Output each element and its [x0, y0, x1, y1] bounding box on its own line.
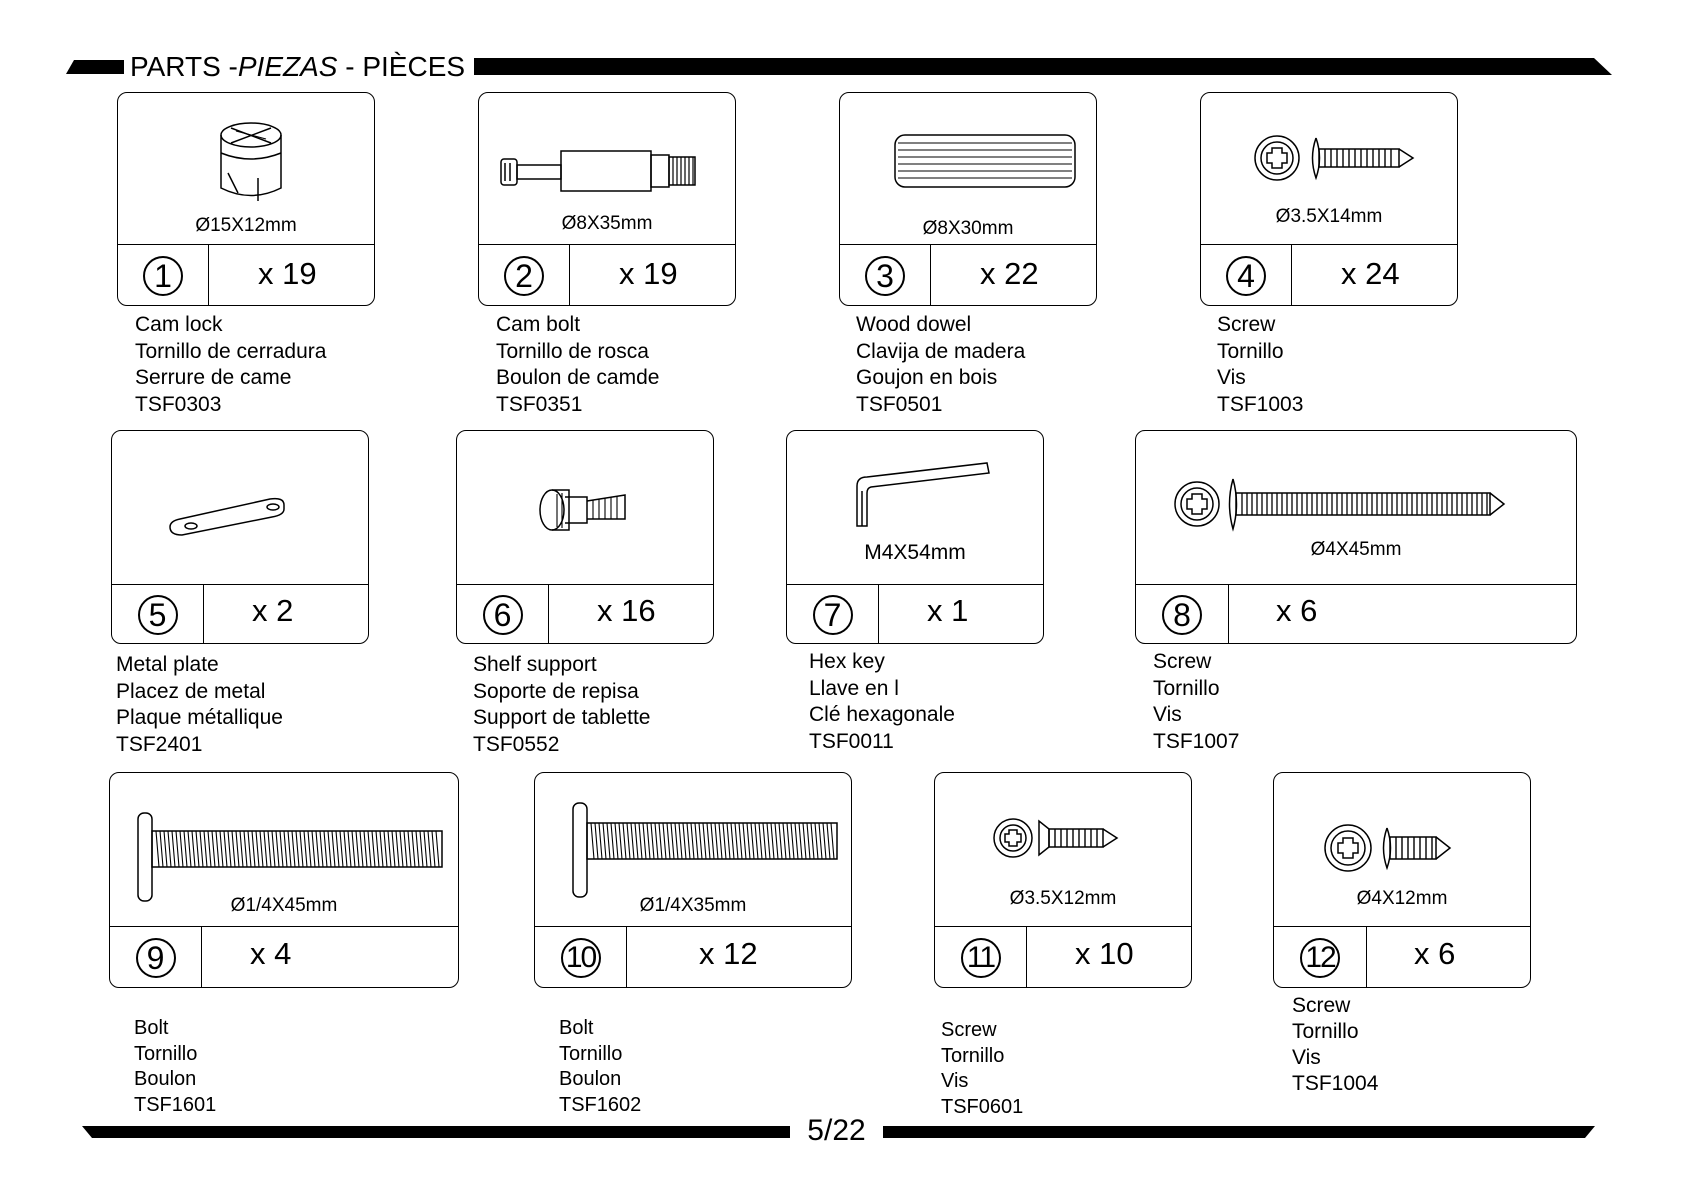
- part-number-badge: 10: [535, 926, 626, 988]
- part-description-10: Bolt Tornillo Boulon TSF1602: [559, 1017, 642, 1116]
- part-description-7: Hex key Llave en l Clé hexagonale TSF0011: [809, 650, 955, 753]
- part-quantity: x 4: [250, 935, 292, 971]
- header-bar-right: [474, 58, 1612, 75]
- part-dimension: M4X54mm: [864, 541, 966, 564]
- part-quantity: x 19: [258, 255, 317, 291]
- part-number-badge: 11: [935, 926, 1026, 988]
- part-card-8: [1135, 430, 1577, 644]
- part-quantity: x 16: [597, 592, 656, 628]
- part-description-8: Screw Tornillo Vis TSF1007: [1153, 650, 1240, 753]
- part-dimension: Ø1/4X45mm: [230, 895, 338, 916]
- part-number-badge: 1: [118, 244, 208, 306]
- part-card-12: [1273, 772, 1531, 988]
- part-dimension: Ø4X45mm: [1310, 539, 1402, 560]
- part-number-badge: 2: [479, 244, 569, 306]
- footer-bar-left: [82, 1126, 790, 1138]
- part-quantity: x 1: [927, 592, 969, 628]
- part-description-4: Screw Tornillo Vis TSF1003: [1217, 313, 1304, 416]
- part-quantity: x 22: [980, 255, 1039, 291]
- part-quantity: x 6: [1414, 935, 1456, 971]
- part-number-badge: 8: [1136, 584, 1228, 644]
- part-number-badge: 3: [840, 244, 930, 306]
- part-description-3: Wood dowel Clavija de madera Goujon en bois TSF0501: [856, 313, 1026, 416]
- part-description-9: Bolt Tornillo Boulon TSF1601: [134, 1017, 217, 1116]
- part-card-4: [1200, 92, 1458, 306]
- part-description-12: Screw Tornillo Vis TSF1004: [1292, 994, 1379, 1095]
- page-number: 5/22: [807, 1114, 866, 1147]
- part-card-5: [111, 430, 369, 644]
- part-number-badge: 6: [457, 584, 548, 644]
- part-dimension: Ø8X35mm: [561, 213, 653, 234]
- part-quantity: x 2: [252, 592, 294, 628]
- part-number-badge: 12: [1274, 926, 1366, 988]
- part-card-11: [934, 772, 1192, 988]
- part-card-6: [456, 430, 714, 644]
- part-description-1: Cam lock Tornillo de cerradura Serrure de came TSF0303: [135, 313, 327, 416]
- part-dimension: Ø3.5X14mm: [1275, 206, 1383, 227]
- metal-plate-icon: [112, 431, 369, 581]
- footer-bar-right: [883, 1126, 1595, 1138]
- part-quantity: x 12: [699, 935, 758, 971]
- part-description-11: Screw Tornillo Vis TSF0601: [941, 1019, 1024, 1118]
- part-card-7: [786, 430, 1044, 644]
- page-title: PARTS -PIEZAS - PIÈCES: [130, 51, 466, 82]
- part-quantity: x 6: [1276, 592, 1318, 628]
- part-description-6: Shelf support Soporte de repisa Support de tablette TSF0552: [473, 653, 651, 756]
- part-quantity: x 24: [1341, 255, 1400, 291]
- part-dimension: Ø15X12mm: [195, 215, 297, 236]
- part-number-badge: 4: [1201, 244, 1291, 306]
- part-number-badge: 5: [112, 584, 203, 644]
- part-dimension: Ø4X12mm: [1356, 888, 1448, 909]
- shelf-support-icon: [457, 431, 714, 581]
- part-dimension: Ø1/4X35mm: [639, 895, 747, 916]
- part-quantity: x 10: [1075, 935, 1134, 971]
- part-description-2: Cam bolt Tornillo de rosca Boulon de camde TSF0351: [496, 313, 660, 416]
- part-number-badge: 7: [787, 584, 878, 644]
- part-card-9: [109, 772, 459, 988]
- part-card-2: [478, 92, 736, 306]
- part-card-1: [117, 92, 375, 306]
- part-description-5: Metal plate Placez de metal Plaque métallique TSF2401: [116, 653, 283, 756]
- part-card-10: [534, 772, 852, 988]
- header-bar-left: [66, 60, 124, 74]
- part-dimension: Ø3.5X12mm: [1009, 888, 1117, 909]
- part-card-3: [839, 92, 1097, 306]
- part-dimension: Ø8X30mm: [922, 218, 1014, 239]
- part-quantity: x 19: [619, 255, 678, 291]
- part-number-badge: 9: [110, 926, 201, 988]
